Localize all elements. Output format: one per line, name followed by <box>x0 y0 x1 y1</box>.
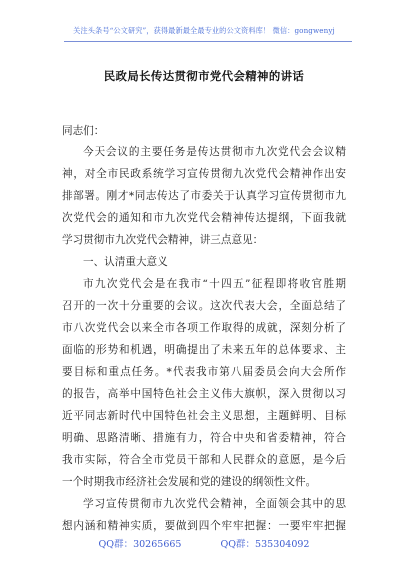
paragraph-3 <box>62 493 346 537</box>
text-line: 学习宣传贯彻市九次党代会精神，全面领会其中的思 <box>83 498 346 510</box>
salutation: 同志们： <box>62 125 105 137</box>
section-heading: 一、认清重大意义 <box>83 256 168 268</box>
text-line: 神，对全市民政系统学习宣传贯彻九次党代会精神作出安 <box>62 168 346 180</box>
document-title: 民政局长传达贯彻市党代会精神的讲话 <box>103 69 305 83</box>
text-line: 市八次党代会以来全市各项工作取得的成就，深刻分析了 <box>62 322 346 334</box>
header-banner: 关注头条号“公文研究”，获得最新最全最专业的公文资料库！ 微信：gongwenyj <box>73 26 335 35</box>
text-line: 召开的一次十分重要的会议。这次代表大会，全面总结了 <box>62 300 346 312</box>
paragraph-1 <box>62 141 346 251</box>
text-line: 一个时期我市经济社会发展和党的建设的纲领性文件。 <box>62 476 317 488</box>
text-line: 要目标和重点任务。*代表我市第八届委员会向大会所作 <box>62 366 346 378</box>
text-line: 近平同志新时代中国特色社会主义思想，主题鲜明、目标 <box>62 410 346 422</box>
text-line: 明确、思路清晰、措施有力，符合中央和省委精神，符合 <box>62 432 346 444</box>
text-line: 我市实际，符合全市党员干部和人民群众的意愿，是今后 <box>62 454 346 466</box>
text-line: 想内涵和精神实质，要做到四个牢牢把握：一要牢牢把握 <box>62 520 346 532</box>
text-line: 面临的形势和机遇，明确提出了未来五年的总体要求、主 <box>62 344 346 356</box>
footer-qq-group-2: QQ群：535304092 <box>220 539 310 550</box>
section-1 <box>62 251 346 273</box>
text-line: 排部署。刚才*同志传达了市委关于认真学习宣传贯彻市九 <box>62 190 346 202</box>
text-line: 的报告，高举中国特色社会主义伟大旗帜，深入贯彻以习 <box>62 388 346 400</box>
paragraph-2 <box>62 273 346 493</box>
text-line: 次党代会的通知和市九次党代会精神传达提纲，下面我就 <box>62 212 346 224</box>
header-divider <box>64 41 352 42</box>
footer <box>0 536 408 550</box>
footer-qq-group-1: QQ群：30265665 <box>98 539 182 550</box>
text-line: 学习贯彻市九次党代会精神，讲三点意见： <box>62 234 264 246</box>
text-line: 市九次党代会是在我市“十四五”征程即将收官胜期 <box>83 278 346 290</box>
text-line: 今天会议的主要任务是传达贯彻市九次党代会会议精 <box>83 146 346 158</box>
